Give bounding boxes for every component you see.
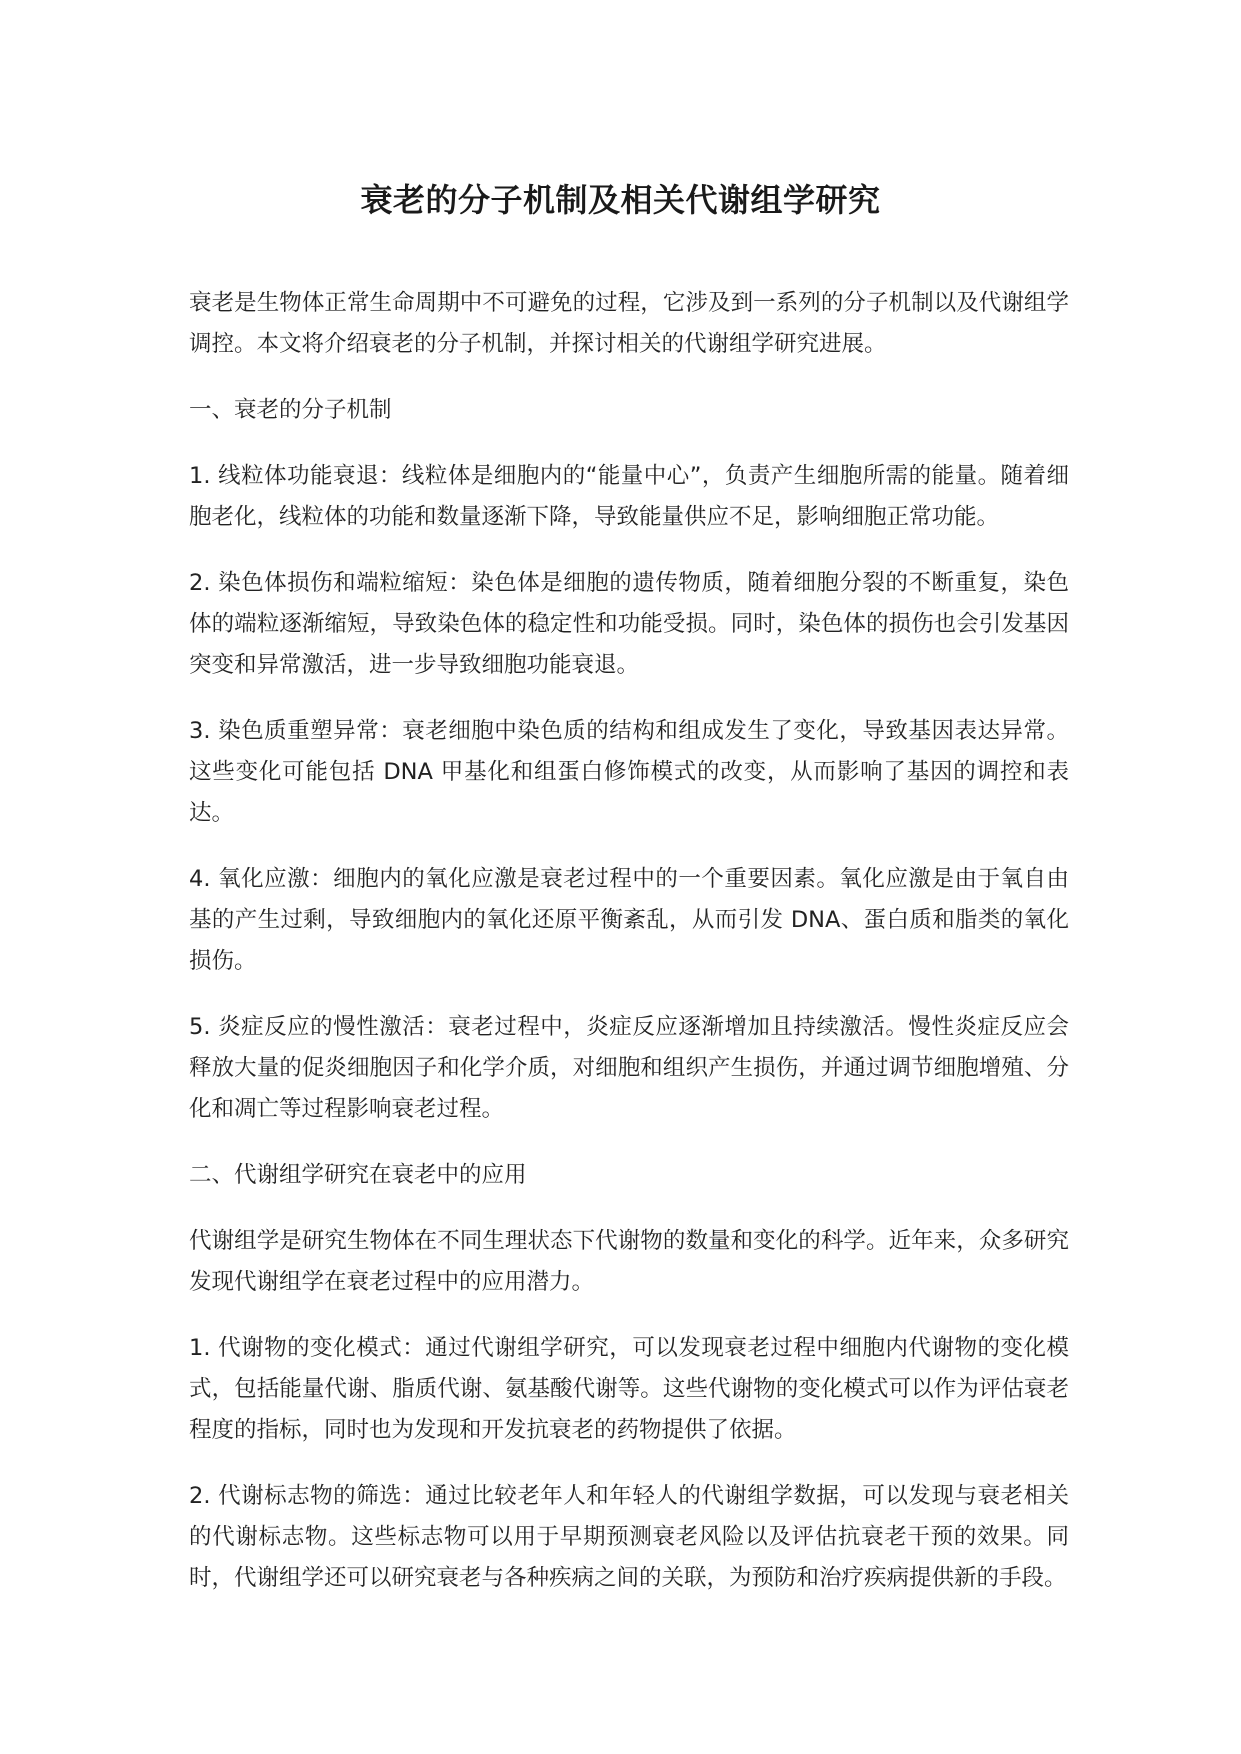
list-item: 3. 染色质重塑异常：衰老细胞中染色质的结构和组成发生了变化，导致基因表达异常。这些变化可能包括 DNA 甲基化和组蛋白修饰模式的改变，从而影响了基因的调控和表达。 xyxy=(189,718,1069,826)
section-intro-paragraph: 代谢组学是研究生物体在不同生理状态下代谢物的数量和变化的科学。近年来，众多研究发现代谢组学在衰老过程中的应用潜力。 xyxy=(189,1228,1069,1295)
section-heading-2: 二、代谢组学研究在衰老中的应用 xyxy=(189,1162,527,1188)
document-body xyxy=(189,283,1069,1624)
list-item: 4. 氧化应激：细胞内的氧化应激是衰老过程中的一个重要因素。氧化应激是由于氧自由基的产生过剩，导致细胞内的氧化还原平衡紊乱，从而引发 DNA、蛋白质和脂类的氧化损伤。 xyxy=(189,866,1069,974)
intro-paragraph: 衰老是生物体正常生命周期中不可避免的过程，它涉及到一系列的分子机制以及代谢组学调控。本文将介绍衰老的分子机制，并探讨相关的代谢组学研究进展。 xyxy=(189,290,1069,357)
list-item: 2. 染色体损伤和端粒缩短：染色体是细胞的遗传物质，随着细胞分裂的不断重复，染色体的端粒逐渐缩短，导致染色体的稳定性和功能受损。同时，染色体的损伤也会引发基因突变和异常激活，进一步导致细胞功能衰退。 xyxy=(189,570,1069,678)
list-item: 1. 线粒体功能衰退：线粒体是细胞内的“能量中心”，负责产生细胞所需的能量。随着细胞老化，线粒体的功能和数量逐渐下降，导致能量供应不足，影响细胞正常功能。 xyxy=(189,463,1069,530)
list-item: 1. 代谢物的变化模式：通过代谢组学研究，可以发现衰老过程中细胞内代谢物的变化模式，包括能量代谢、脂质代谢、氨基酸代谢等。这些代谢物的变化模式可以作为评估衰老程度的指标，同时也为发现和开发抗衰老的药物提供了依据。 xyxy=(189,1335,1069,1443)
document-title: 衰老的分子机制及相关代谢组学研究 xyxy=(360,181,881,219)
list-item: 5. 炎症反应的慢性激活：衰老过程中，炎症反应逐渐增加且持续激活。慢性炎症反应会释放大量的促炎细胞因子和化学介质，对细胞和组织产生损伤，并通过调节细胞增殖、分化和凋亡等过程影响衰老过程。 xyxy=(189,1014,1069,1122)
section-heading-1: 一、衰老的分子机制 xyxy=(189,397,392,423)
list-item: 2. 代谢标志物的筛选：通过比较老年人和年轻人的代谢组学数据，可以发现与衰老相关的代谢标志物。这些标志物可以用于早期预测衰老风险以及评估抗衰老干预的效果。同时，代谢组学还可以研究衰老与各种疾病之间的关联，为预防和治疗疾病提供新的手段。 xyxy=(189,1483,1069,1591)
